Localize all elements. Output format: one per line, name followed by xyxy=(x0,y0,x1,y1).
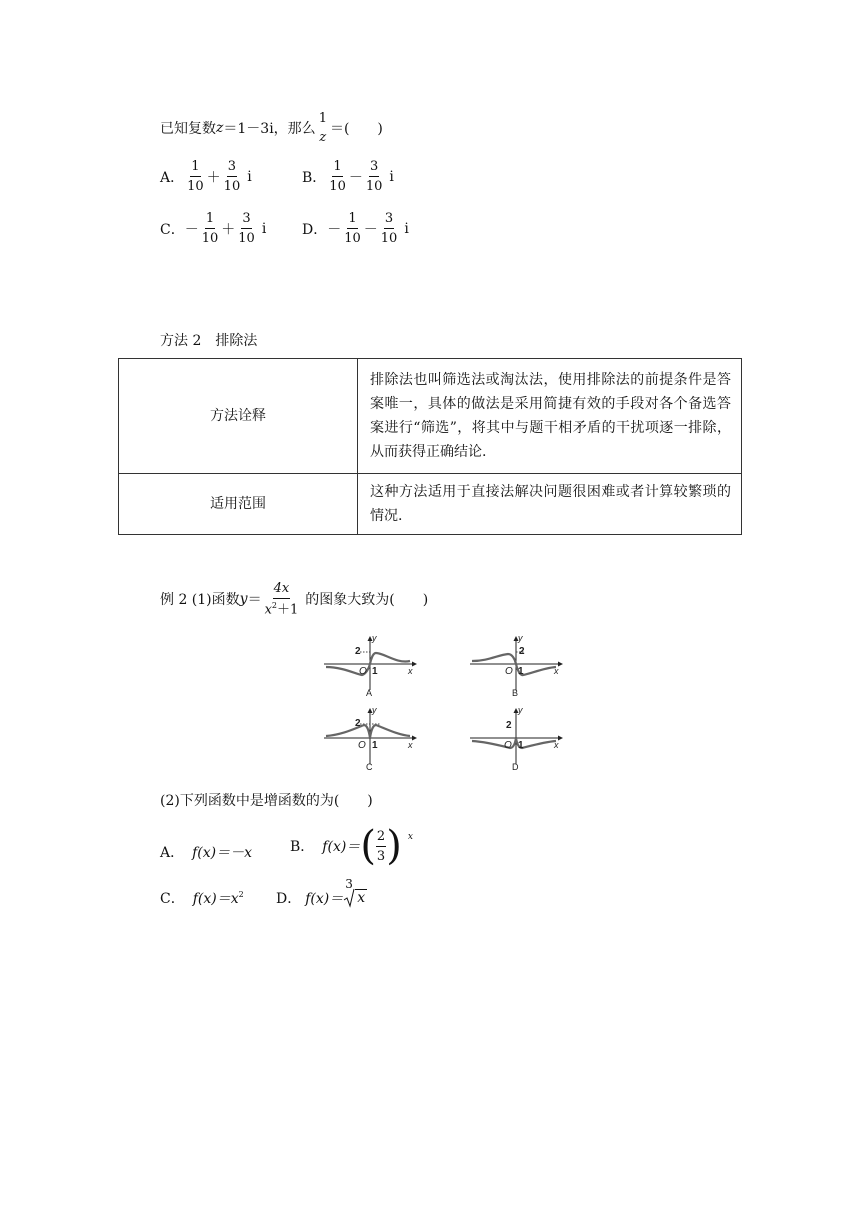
x-arrow xyxy=(412,662,417,667)
y-label: y xyxy=(372,634,377,643)
b-fraction xyxy=(376,830,386,863)
q1-option-a xyxy=(160,160,252,193)
option-frac-1 xyxy=(201,212,220,245)
frac-den: 10 xyxy=(380,231,398,246)
y-tick-label: 2 xyxy=(506,720,512,731)
right-paren: ) xyxy=(386,823,402,869)
den-exp: 2 xyxy=(271,601,277,610)
option-expr: f(x)＝－x xyxy=(192,845,253,861)
option-exponent: 2 xyxy=(238,889,244,899)
frac-den: 10 xyxy=(238,231,255,246)
method-key: 方法诠释 xyxy=(119,359,358,474)
x-tick-label: 1 xyxy=(518,666,524,677)
q1-var-z: z xyxy=(216,120,224,136)
table-row xyxy=(119,359,742,474)
den-tail: ＋1 xyxy=(277,602,299,618)
ex2-stem xyxy=(160,582,428,616)
y-tick-label: 2 xyxy=(355,646,361,657)
option-frac-2 xyxy=(223,160,242,193)
frac-num: 1 xyxy=(347,212,357,229)
option-expr: f(x)＝ xyxy=(305,891,344,907)
option-operator: － xyxy=(348,169,363,186)
method-heading: 方法 2 排除法 xyxy=(160,333,258,349)
origin-label: O xyxy=(359,666,367,677)
frac-num: 1 xyxy=(190,160,200,177)
ex2-frac-num: 4x xyxy=(273,582,291,599)
q1-frac-num: 1 xyxy=(318,111,327,126)
graph-curve xyxy=(472,738,556,748)
graph-a-svg xyxy=(322,634,422,700)
frac-den: 10 xyxy=(201,231,219,246)
radicand: x xyxy=(357,890,366,906)
q2-option-c xyxy=(160,888,244,908)
option-operator: ＋ xyxy=(221,221,236,238)
option-exponent: x xyxy=(407,832,413,842)
method-value: 排除法也叫筛选法或淘汰法，使用排除法的前提条件是答案唯一，具体的做法是采用简捷有效的手段对各个备选答案进行“筛选”，将其中与题干相矛盾的干扰项逐一排除，从而获得正确结论. xyxy=(358,359,742,474)
option-sign: － xyxy=(327,221,342,238)
ex2-frac-den xyxy=(264,599,300,616)
q1-option-c xyxy=(160,212,266,245)
option-label: D． xyxy=(276,891,302,907)
q2-option-d xyxy=(276,877,367,908)
option-expr: f(x)＝x xyxy=(192,891,239,907)
q1-fraction xyxy=(318,112,328,144)
origin-label: O xyxy=(505,666,513,677)
y-label: y xyxy=(372,706,377,715)
y-label: y xyxy=(518,706,523,715)
frac-num: 1 xyxy=(332,160,342,177)
origin-label: O xyxy=(504,740,512,751)
x-label: x xyxy=(554,740,559,750)
x-label: x xyxy=(408,666,413,676)
ex2-suffix: 的图象大致为( ) xyxy=(305,592,429,609)
x-label: x xyxy=(408,740,413,750)
q1-frac-den: z xyxy=(319,130,327,145)
frac-den: 10 xyxy=(365,179,383,194)
option-frac-2 xyxy=(365,160,384,193)
option-tail: i xyxy=(389,168,394,185)
frac-num: 3 xyxy=(241,212,251,229)
frac-den: 10 xyxy=(329,179,346,194)
ex2-var-y: y xyxy=(239,591,248,608)
q1-option-d xyxy=(302,212,409,245)
x-tick-label: 1 xyxy=(518,740,524,751)
radical-sign xyxy=(343,888,355,908)
graph-c-svg xyxy=(322,706,422,772)
q1-stem xyxy=(160,112,383,144)
root-index: 3 xyxy=(345,877,353,891)
q2-option-b xyxy=(290,823,413,869)
q1-stem-eq: ＝1－3i，那么 xyxy=(223,121,316,137)
option-label: C． xyxy=(160,891,185,907)
option-label: A． xyxy=(160,169,185,186)
graph-curve xyxy=(472,654,556,675)
q1-stem-pre: 已知复数 xyxy=(160,121,216,137)
frac-num: 3 xyxy=(369,160,379,177)
graph-b-svg xyxy=(468,634,568,700)
origin-label: O xyxy=(358,740,366,751)
y-label: y xyxy=(518,634,523,643)
y-tick-label: 2 xyxy=(519,646,525,657)
option-tail: i xyxy=(261,220,267,237)
graph-caption: C xyxy=(366,762,373,772)
y-tick-label: 2 xyxy=(355,718,361,729)
frac-den: 10 xyxy=(344,231,361,246)
graph-curve xyxy=(326,725,410,738)
method-key: 适用范围 xyxy=(119,474,358,535)
q2-stem: (2)下列函数中是增函数的为( ) xyxy=(160,793,373,809)
frac-den: 3 xyxy=(376,848,386,864)
option-label: B． xyxy=(302,169,327,186)
option-label: D． xyxy=(302,221,328,238)
option-operator: － xyxy=(363,221,378,238)
graph-caption: A xyxy=(366,688,373,698)
x-arrow xyxy=(558,662,563,667)
left-paren: ( xyxy=(360,823,376,869)
table-row xyxy=(119,474,742,535)
den-base: x xyxy=(264,602,272,618)
option-label: B． xyxy=(290,839,315,855)
x-tick-label: 1 xyxy=(372,740,378,751)
option-frac-1 xyxy=(186,160,205,193)
graph-b xyxy=(468,634,568,704)
option-frac-2 xyxy=(237,212,256,245)
option-label: A． xyxy=(160,845,185,861)
option-tail: i xyxy=(404,220,409,237)
x-tick-label: 1 xyxy=(372,666,378,677)
x-label: x xyxy=(554,666,559,676)
method-value: 这种方法适用于直接法解决问题很困难或者计算较繁琐的情况. xyxy=(358,474,742,535)
graph-caption: B xyxy=(512,688,519,698)
frac-den: 10 xyxy=(187,179,204,194)
option-frac-1 xyxy=(343,212,362,245)
ex2-fraction xyxy=(264,582,300,616)
frac-den: 10 xyxy=(223,179,241,194)
cube-root xyxy=(343,877,367,906)
frac-num: 2 xyxy=(376,830,386,847)
frac-num: 3 xyxy=(384,212,394,229)
q1-stem-post: ＝( ) xyxy=(329,121,383,137)
graph-caption: D xyxy=(512,762,519,772)
option-operator: ＋ xyxy=(206,169,221,186)
option-label: C． xyxy=(160,221,185,238)
option-frac-1 xyxy=(328,160,347,193)
option-sign: － xyxy=(184,221,199,238)
ex2-prefix: 例 2 (1)函数 xyxy=(160,592,240,609)
graph-d xyxy=(468,706,568,776)
option-tail: i xyxy=(247,168,252,185)
ex2-eq: ＝ xyxy=(247,592,262,609)
x-arrow xyxy=(412,736,417,741)
option-frac-2 xyxy=(380,212,399,245)
frac-num: 3 xyxy=(227,160,237,177)
x-arrow xyxy=(558,736,563,741)
graph-d-svg xyxy=(468,706,568,772)
graph-c xyxy=(322,706,422,776)
q1-option-b xyxy=(302,160,394,193)
graph-a xyxy=(322,634,422,704)
frac-num: 1 xyxy=(205,212,215,229)
q2-option-a xyxy=(160,842,252,862)
method-table xyxy=(118,358,742,535)
option-expr: f(x)＝ xyxy=(322,839,361,855)
